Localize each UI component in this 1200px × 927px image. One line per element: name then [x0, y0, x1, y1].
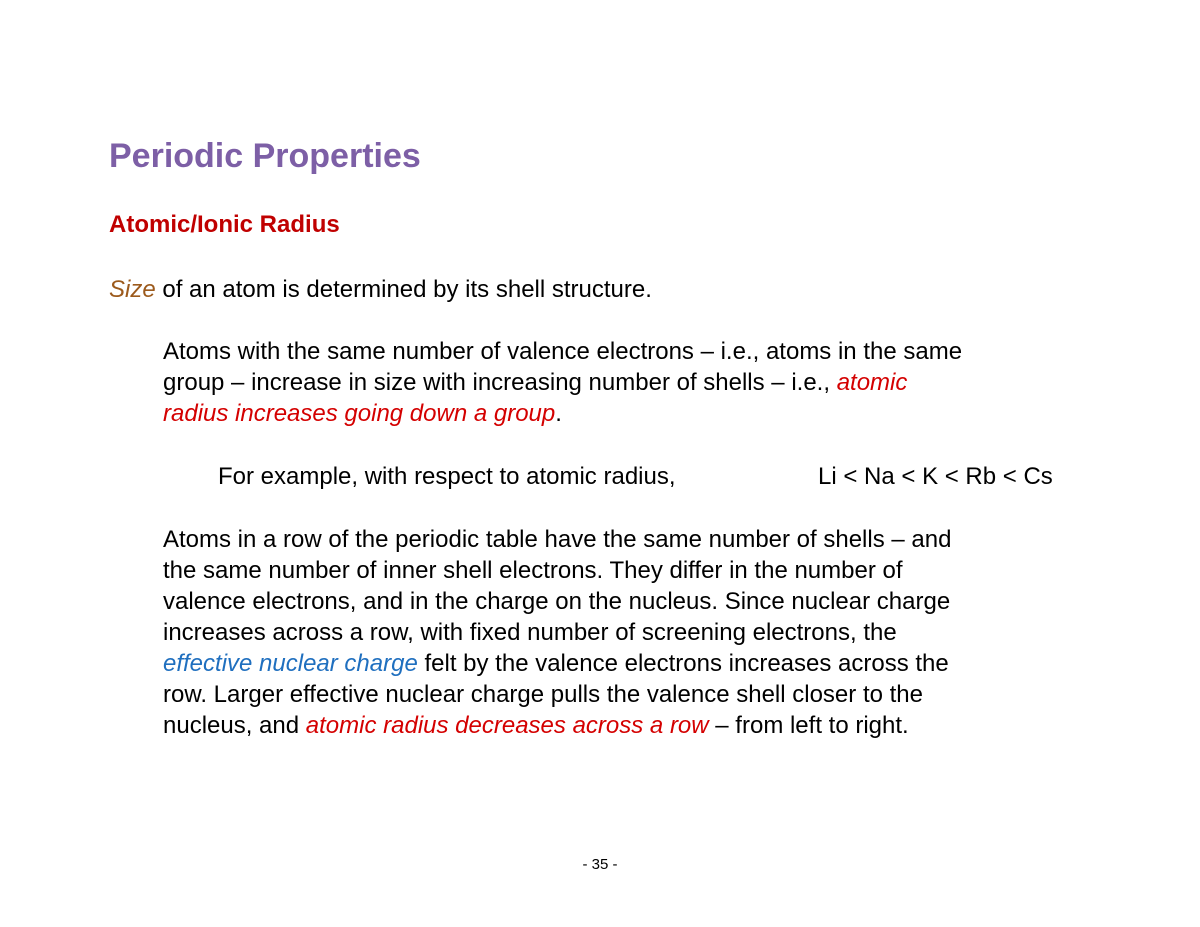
row-paragraph-line: row. Larger effective nuclear charge pulls the valence shell closer to the: [163, 681, 923, 708]
radius-increases-emphasis: atomic: [836, 369, 908, 396]
group-paragraph-text: group – increase in size with increasing number of shells – i.e.,: [163, 369, 837, 396]
row-paragraph-line: the same number of inner shell electrons. They differ in the number of: [163, 557, 903, 584]
group-paragraph-period: .: [555, 400, 562, 427]
group-paragraph-line: [163, 367, 1103, 398]
radius-decreases-emphasis: atomic radius decreases across a row: [305, 712, 709, 739]
row-paragraph-text: – from left to right.: [708, 712, 909, 739]
group-paragraph: [163, 336, 1103, 429]
size-emphasis: Size: [109, 276, 156, 303]
row-paragraph-line: increases across a row, with fixed number of screening electrons, the: [163, 619, 897, 646]
effective-nuclear-charge-emphasis: effective nuclear charge: [163, 650, 418, 677]
example-text: For example, with respect to atomic radius,: [218, 463, 676, 490]
group-paragraph-line: [163, 398, 1103, 429]
row-paragraph-text: felt by the valence electrons increases across the: [417, 650, 949, 677]
radius-series: Li < Na < K < Rb < Cs: [818, 463, 1053, 490]
row-paragraph-line: Atoms in a row of the periodic table have the same number of shells – and: [163, 526, 952, 553]
group-paragraph-line: Atoms with the same number of valence electrons – i.e., atoms in the same: [163, 338, 963, 365]
intro-text: of an atom is determined by its shell structure.: [155, 276, 652, 303]
row-paragraph-text: nucleus, and: [163, 712, 306, 739]
intro-sentence: [109, 274, 652, 305]
row-paragraph-line: valence electrons, and in the charge on the nucleus. Since nuclear charge: [163, 588, 951, 615]
page-title: Periodic Properties: [109, 137, 421, 175]
section-heading: Atomic/Ionic Radius: [109, 211, 340, 238]
row-paragraph-line: [163, 648, 1103, 679]
radius-increases-emphasis-cont: radius increases going down a group: [163, 400, 556, 427]
row-paragraph-line: [163, 710, 1103, 741]
page-number: - 35 -: [582, 856, 618, 873]
row-paragraph: [163, 524, 1103, 741]
